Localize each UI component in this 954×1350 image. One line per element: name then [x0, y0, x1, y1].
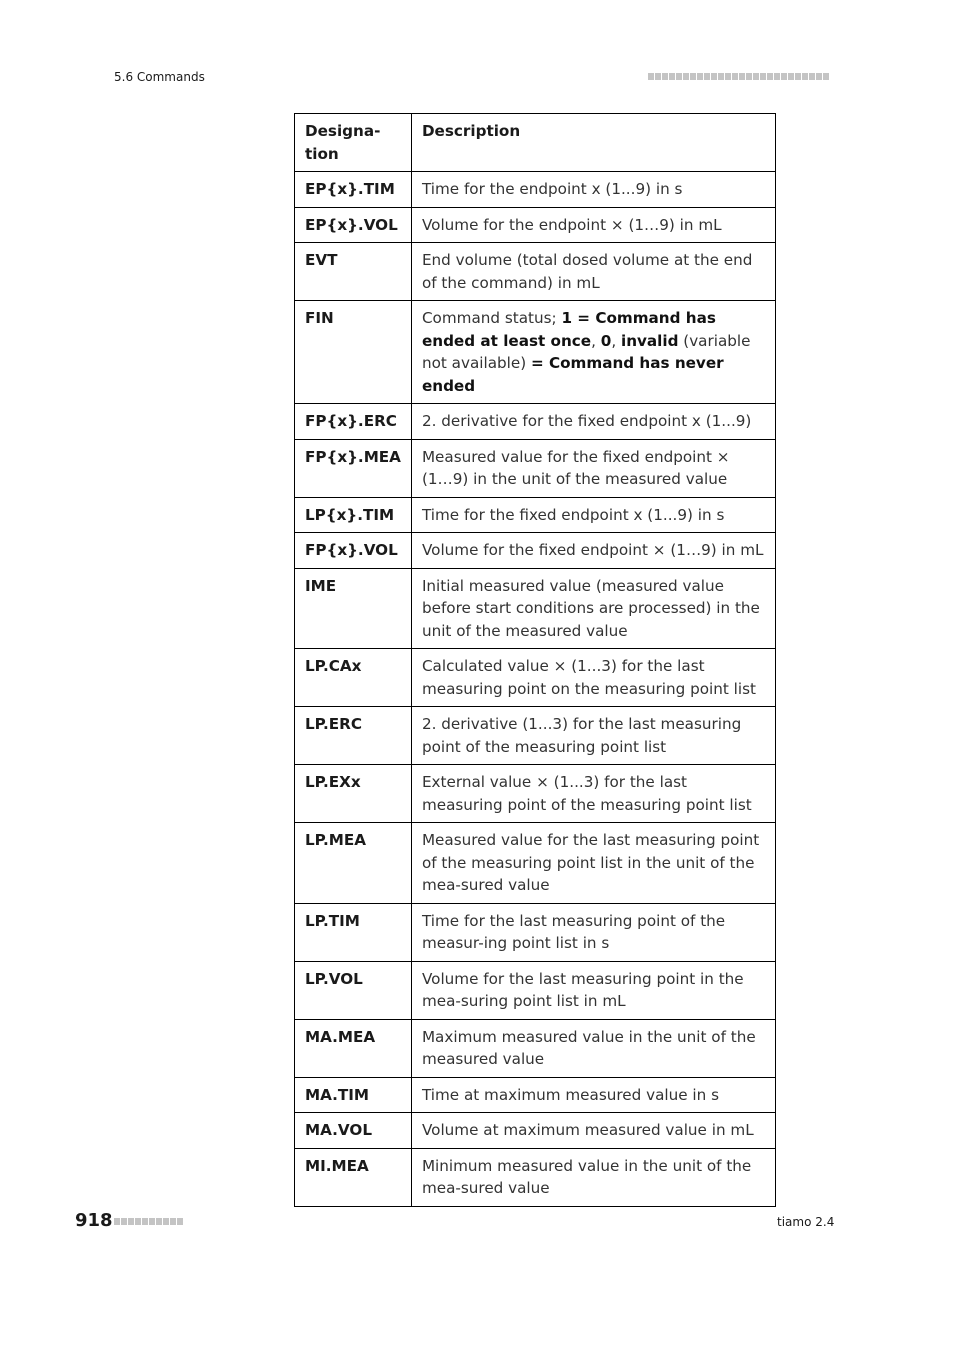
table-row: [295, 497, 776, 533]
designation-cell: LP.VOL: [295, 961, 412, 1019]
decoration-square: [690, 73, 696, 80]
description-column-header: Description: [411, 114, 775, 172]
decoration-square: [135, 1218, 141, 1225]
description-cell: Initial measured value (measured value before start conditions are processed) in the unit of the measured value: [411, 568, 775, 649]
description-cell: Time at maximum measured value in s: [411, 1077, 775, 1113]
designation-cell: LP.MEA: [295, 823, 412, 904]
decoration-square: [823, 73, 829, 80]
designation-cell: EP{x}.VOL: [295, 207, 412, 243]
table-row: [295, 568, 776, 649]
decoration-square: [781, 73, 787, 80]
table-row: [295, 649, 776, 707]
decoration-square: [802, 73, 808, 80]
description-cell: 2. derivative for the fixed endpoint x (1...9): [411, 404, 775, 440]
decoration-square: [149, 1218, 155, 1225]
decoration-square: [156, 1218, 162, 1225]
description-fragment: (variable not available): [421, 331, 751, 372]
table-row: [295, 903, 776, 961]
decoration-square: [753, 73, 759, 80]
description-cell: Volume for the endpoint × (1…9) in mL: [411, 207, 775, 243]
table-row: [295, 1113, 776, 1149]
decoration-square: [170, 1218, 176, 1225]
designation-column-header: Designa- tion: [295, 114, 412, 172]
decoration-square: [662, 73, 668, 80]
designation-cell: MA.VOL: [295, 1113, 412, 1149]
table-row: [295, 172, 776, 208]
decoration-square: [142, 1218, 148, 1225]
decoration-square: [788, 73, 794, 80]
designation-cell: FP{x}.MEA: [295, 439, 412, 497]
designation-cell: FIN: [295, 301, 412, 404]
decoration-square: [767, 73, 773, 80]
description-cell: Measured value for the fixed endpoint × (1…9) in the unit of the measured value: [411, 439, 775, 497]
table-row: [295, 765, 776, 823]
description-cell: 2. derivative (1...3) for the last measuring point of the measuring point list: [411, 707, 775, 765]
decoration-square: [732, 73, 738, 80]
decoration-square: [795, 73, 801, 80]
description-fragment: Command status;: [421, 309, 562, 327]
description-fragment: 1 = Command has ended at least once: [421, 309, 716, 350]
parameter-table: [294, 113, 776, 1207]
section-header: 5.6 Commands: [114, 70, 205, 84]
table-row: [295, 1148, 776, 1206]
table-row: [295, 823, 776, 904]
designation-cell: LP.TIM: [295, 903, 412, 961]
decoration-square: [697, 73, 703, 80]
description-cell: Volume for the last measuring point in the mea-suring point list in mL: [411, 961, 775, 1019]
designation-cell: EP{x}.TIM: [295, 172, 412, 208]
decoration-square: [718, 73, 724, 80]
page-number: 918: [75, 1210, 113, 1231]
decoration-square: [774, 73, 780, 80]
description-cell: Time for the endpoint x (1...9) in s: [411, 172, 775, 208]
decoration-square: [711, 73, 717, 80]
table-row: [295, 707, 776, 765]
description-cell: Time for the last measuring point of the measur-ing point list in s: [411, 903, 775, 961]
designation-cell: LP.ERC: [295, 707, 412, 765]
description-fragment: invalid: [620, 331, 679, 350]
description-cell: End volume (total dosed volume at the end of the command) in mL: [411, 243, 775, 301]
header-decoration: [648, 73, 829, 80]
designation-cell: FP{x}.ERC: [295, 404, 412, 440]
table-row: [295, 207, 776, 243]
description-cell: External value × (1...3) for the last measuring point of the measuring point list: [411, 765, 775, 823]
description-cell: Time for the fixed endpoint x (1...9) in s: [411, 497, 775, 533]
decoration-square: [809, 73, 815, 80]
description-cell: Volume at maximum measured value in mL: [411, 1113, 775, 1149]
table-row: [295, 533, 776, 569]
description-cell: Measured value for the last measuring point of the measuring point list in the unit of the mea-sured value: [411, 823, 775, 904]
description-fragment: ,: [611, 331, 621, 350]
description-cell: Calculated value × (1...3) for the last measuring point on the measuring point list: [411, 649, 775, 707]
table-row: [295, 243, 776, 301]
table-row: [295, 439, 776, 497]
product-name: tiamo 2.4: [777, 1215, 835, 1229]
decoration-square: [114, 1218, 120, 1225]
table-row: [295, 961, 776, 1019]
designation-cell: LP{x}.TIM: [295, 497, 412, 533]
description-cell: Volume for the fixed endpoint × (1…9) in mL: [411, 533, 775, 569]
decoration-square: [816, 73, 822, 80]
decoration-square: [128, 1218, 134, 1225]
description-fragment: 0: [600, 331, 612, 350]
table-row: [295, 404, 776, 440]
decoration-square: [648, 73, 654, 80]
decoration-square: [683, 73, 689, 80]
table-row: [295, 1019, 776, 1077]
decoration-square: [655, 73, 661, 80]
designation-cell: MA.MEA: [295, 1019, 412, 1077]
designation-cell: MI.MEA: [295, 1148, 412, 1206]
designation-cell: EVT: [295, 243, 412, 301]
description-fragment: = Command has never ended: [421, 354, 724, 395]
table-row: [295, 301, 776, 404]
decoration-square: [746, 73, 752, 80]
table-row: [295, 1077, 776, 1113]
description-cell: Maximum measured value in the unit of the measured value: [411, 1019, 775, 1077]
designation-cell: FP{x}.VOL: [295, 533, 412, 569]
decoration-square: [121, 1218, 127, 1225]
designation-cell: LP.CAx: [295, 649, 412, 707]
description-cell: [411, 301, 775, 404]
decoration-square: [177, 1218, 183, 1225]
designation-cell: MA.TIM: [295, 1077, 412, 1113]
table-header-row: [295, 114, 776, 172]
footer-decoration: [114, 1218, 183, 1225]
decoration-square: [676, 73, 682, 80]
description-cell: Minimum measured value in the unit of the mea-sured value: [411, 1148, 775, 1206]
decoration-square: [739, 73, 745, 80]
decoration-square: [725, 73, 731, 80]
description-fragment: ,: [591, 331, 601, 350]
decoration-square: [669, 73, 675, 80]
decoration-square: [760, 73, 766, 80]
decoration-square: [163, 1218, 169, 1225]
designation-cell: LP.EXx: [295, 765, 412, 823]
designation-cell: IME: [295, 568, 412, 649]
decoration-square: [704, 73, 710, 80]
